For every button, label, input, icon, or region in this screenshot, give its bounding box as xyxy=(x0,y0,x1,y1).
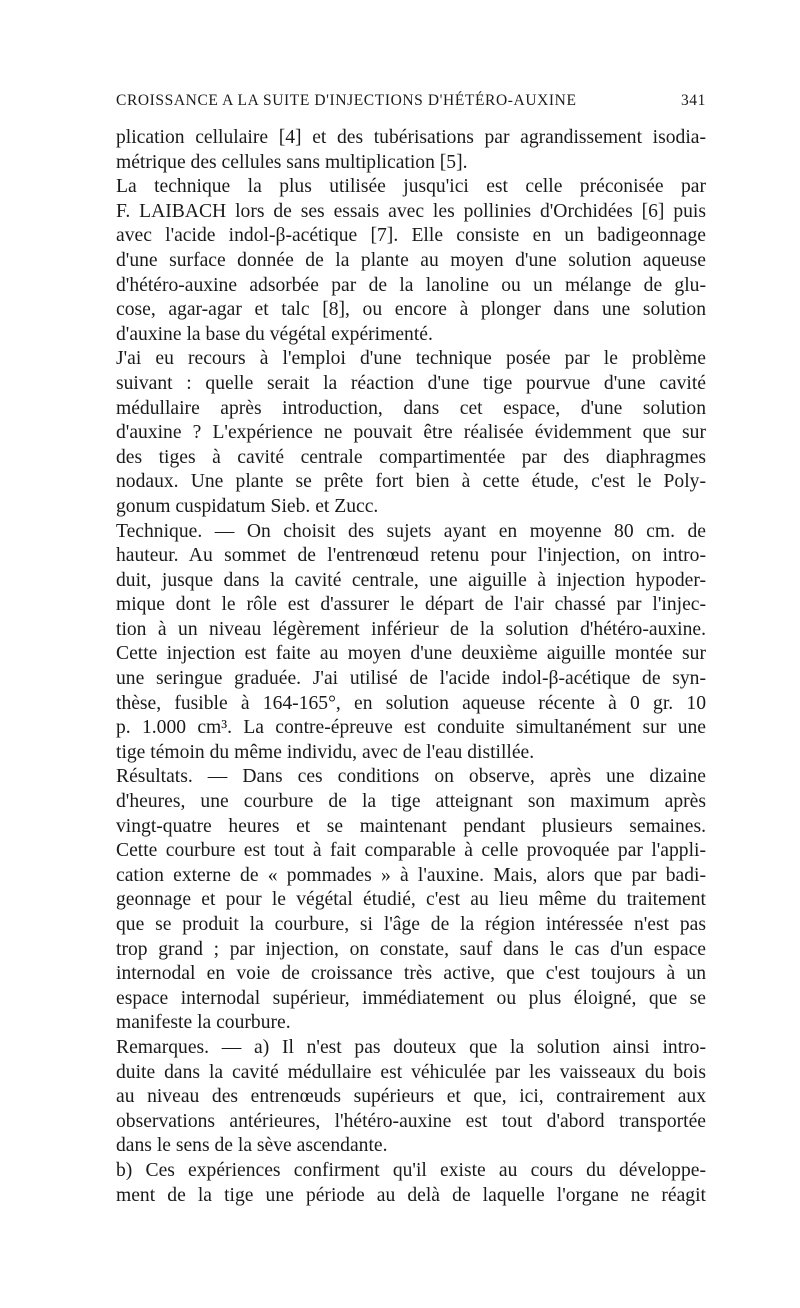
text-line: d'auxine ? L'expérience ne pouvait être réalisée évidemment que sur xyxy=(116,422,706,444)
text-line: Remarques. — a) Il n'est pas douteux que la solution ainsi intro- xyxy=(116,1036,706,1058)
text-line: internodal en voie de croissance très active, que c'est toujours à un xyxy=(116,963,706,985)
text-line: manifeste la courbure. xyxy=(116,1012,291,1034)
text-line: d'heures, une courbure de la tige atteignant son maximum après xyxy=(116,791,706,813)
text-line: des tiges à cavité centrale compartimentée par des diaphragmes xyxy=(116,446,706,468)
text-line: d'auxine la base du végétal expérimenté. xyxy=(116,323,433,345)
running-title: CROISSANCE A LA SUITE D'INJECTIONS D'HÉTÉRO-AUXINE xyxy=(116,92,577,109)
text-line: métrique des cellules sans multiplication [5]. xyxy=(116,151,468,173)
text-line: F. LAIBACH lors de ses essais avec les pollinies d'Orchidées [6] puis xyxy=(116,200,706,222)
running-head xyxy=(116,92,706,110)
text-line: geonnage et pour le végétal étudié, c'est au lieu même du traitement xyxy=(116,889,706,911)
text-line: tion à un niveau légèrement inférieur de la solution d'hétéro-auxine. xyxy=(116,618,706,640)
text-line: gonum cuspidatum Sieb. et Zucc. xyxy=(116,495,379,517)
text-line: hauteur. Au sommet de l'entrenœud retenu pour l'injection, on intro- xyxy=(116,545,706,567)
text-line: Résultats. — Dans ces conditions on observe, après une dizaine xyxy=(116,766,706,788)
page-number: 341 xyxy=(680,92,706,109)
text-line: avec l'acide indol-β-acétique [7]. Elle consiste en un badigeonnage xyxy=(116,225,706,247)
text-line: Technique. — On choisit des sujets ayant en moyenne 80 cm. de xyxy=(116,520,706,542)
text-line: d'une surface donnée de la plante au moyen d'une solution aqueuse xyxy=(116,249,706,271)
text-line: au niveau des entrenœuds supérieurs et que, ici, contrairement aux xyxy=(116,1086,706,1108)
text-line: tige témoin du même individu, avec de l'eau distillée. xyxy=(116,741,535,763)
text-line: J'ai eu recours à l'emploi d'une technique posée par le problème xyxy=(116,348,706,370)
text-line: Cette courbure est tout à fait comparable à celle provoquée par l'appli- xyxy=(116,840,706,862)
text-line: nodaux. Une plante se prête fort bien à cette étude, c'est le Poly- xyxy=(116,471,706,493)
text-line: La technique la plus utilisée jusqu'ici est celle préconisée par xyxy=(116,176,706,198)
text-line: dans le sens de la sève ascendante. xyxy=(116,1135,388,1157)
text-line: duite dans la cavité médullaire est véhiculée par les vaisseaux du bois xyxy=(116,1061,706,1083)
text-line: d'hétéro-auxine adsorbée par de la lanoline ou un mélange de glu- xyxy=(116,274,706,296)
text-line: duit, jusque dans la cavité centrale, une aiguille à injection hypoder- xyxy=(116,569,706,591)
text-line: trop grand ; par injection, on constate, sauf dans le cas d'un espace xyxy=(116,938,706,960)
text-line: une seringue graduée. J'ai utilisé de l'acide indol-β-acétique de syn- xyxy=(116,668,706,690)
text-line: thèse, fusible à 164-165°, en solution aqueuse récente à 0 gr. 10 xyxy=(116,692,706,714)
text-line: cose, agar-agar et talc [8], ou encore à plonger dans une solution xyxy=(116,299,706,321)
body-text xyxy=(116,126,706,1208)
text-line: espace internodal supérieur, immédiatement ou plus éloigné, que se xyxy=(116,987,706,1009)
text-line: p. 1.000 cm³. La contre-épreuve est conduite simultanément sur une xyxy=(116,717,706,739)
text-line: médullaire après introduction, dans cet espace, d'une solution xyxy=(116,397,706,419)
text-line: Cette injection est faite au moyen d'une deuxième aiguille montée sur xyxy=(116,643,706,665)
text-line: b) Ces expériences confirment qu'il existe au cours du développe- xyxy=(116,1159,706,1181)
text-line: plication cellulaire [4] et des tubérisations par agrandissement isodia- xyxy=(116,127,706,148)
text-line: que se produit la courbure, si l'âge de la région intéressée n'est pas xyxy=(116,914,706,935)
text-line: mique dont le rôle est d'assurer le départ de l'air chassé par l'injec- xyxy=(116,594,706,616)
text-line: observations antérieures, l'hétéro-auxine est tout d'abord transportée xyxy=(116,1110,706,1132)
text-line: ment de la tige une période au delà de laquelle l'organe ne réagit xyxy=(116,1184,706,1206)
text-line: cation externe de « pommades » à l'auxine. Mais, alors que par badi- xyxy=(116,864,706,886)
text-line: vingt-quatre heures et se maintenant pendant plusieurs semaines. xyxy=(116,815,706,837)
text-line: suivant : quelle serait la réaction d'une tige pourvue d'une cavité xyxy=(116,372,706,394)
